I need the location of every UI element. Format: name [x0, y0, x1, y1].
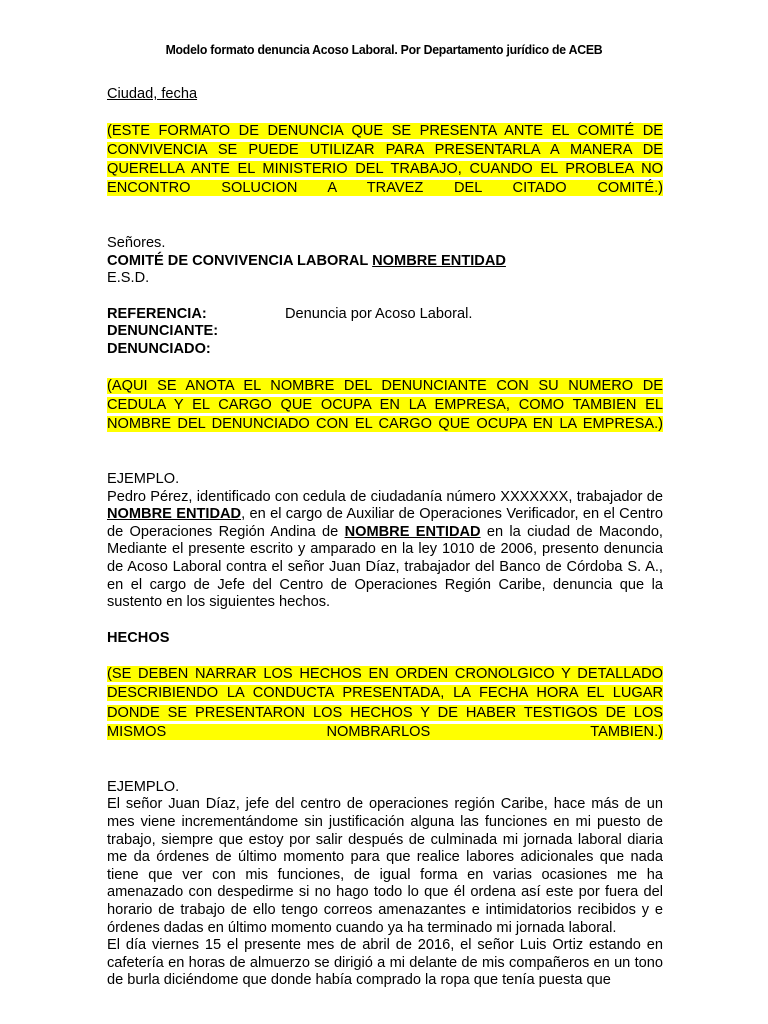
reference-row: [107, 306, 663, 324]
notice-parties-block: [107, 377, 663, 453]
notice-intro-block: [107, 122, 663, 217]
esd-line: E.S.D.: [107, 270, 150, 287]
spacer: [107, 359, 663, 377]
example-parties-part2: , en el cargo de Auxiliar de Operaciones Verificador, en el Centro de Operaciones Región Andina de: [107, 506, 663, 540]
spacer: [107, 217, 663, 235]
spacer: [107, 647, 663, 665]
committee-line: [107, 253, 663, 271]
reference-block: [107, 306, 663, 359]
accused-label: DENUNCIADO:: [107, 341, 211, 358]
example-parties-paragraph: [107, 489, 663, 612]
complainant-row: [107, 323, 663, 341]
reference-label: REFERENCIA:: [107, 305, 207, 322]
notice-facts-block: [107, 665, 663, 760]
accused-row: [107, 341, 663, 359]
complainant-label: DENUNCIANTE:: [107, 323, 219, 340]
notice-facts-text: (SE DEBEN NARRAR LOS HECHOS EN ORDEN CRONOLGICO Y DETALLADO DESCRIBIENDO LA CONDUCTA PRESENTADA, LA FECHA HORA EL LUGAR DONDE SE PRESENTARON LOS HECHOS Y DE HABER TESTIGOS DE LOS MISMOS NOMBRARLOS TAMBIEN.): [107, 666, 663, 740]
facts-paragraph-2: El día viernes 15 el presente mes de abril de 2016, el señor Luis Ortiz estando en cafetería en horas de almuerzo se dirigió a mi delante de mis compañeros en un tono de burla diciéndome que donde había comprado la ropa que tenía puesta que: [107, 937, 663, 989]
spacer: [107, 288, 663, 306]
entity-placeholder-1: NOMBRE ENTIDAD: [107, 506, 242, 523]
example-parties-part3: en la ciudad de Macondo, Mediante el presente escrito y amparado en la ley 1010 de 2006, presento denuncia de Acoso Laboral contra el señor Juan Díaz, trabajador del Banco de Córdoba S. A., en el cargo de Jefe del Centro de Operaciones Región Caribe, denuncia que la sustento en los siguientes hechos.: [107, 523, 663, 611]
date-line: [107, 86, 663, 104]
reference-value: Denuncia por Acoso Laboral.: [285, 305, 473, 322]
complainant-value: [285, 323, 663, 341]
committee-label: COMITÉ DE CONVIVENCIA LABORAL: [107, 252, 373, 269]
example-facts-label: EJEMPLO.: [107, 778, 180, 795]
spacer: [107, 453, 663, 471]
spacer: [107, 761, 663, 779]
spacer: [107, 104, 663, 122]
date-line-text: Ciudad, fecha: [107, 86, 198, 102]
spacer: [107, 612, 663, 630]
example-parties-label: EJEMPLO.: [107, 471, 180, 487]
facts-paragraph-1: El señor Juan Díaz, jefe del centro de operaciones región Caribe, hace más de un mes viene incrementándome sin justificación alguna las funciones en mi puesto de trabajo, siempre que estoy por salir después de culminada mi jornada laboral diaria me da órdenes de último momento para que realice labores adicionales que nada tiene que ver con mis funciones, de igual forma en varias ocasiones me ha amenazado con despedirme si no hago todo lo que él ordena así este por fuera del horario de trabajo de ello tengo correos amenazantes e intimidatorios recibidos y e órdenes dadas en último momento cuando ya ha terminado mi jornada laboral.: [107, 796, 663, 936]
accused-value: [285, 341, 663, 359]
entity-placeholder: NOMBRE ENTIDAD: [372, 252, 506, 269]
document-body: [107, 86, 663, 990]
document-header-title: Modelo formato denuncia Acoso Laboral. Por Departamento jurídico de ACEB: [165, 42, 603, 57]
entity-placeholder-2: NOMBRE ENTIDAD: [344, 523, 481, 540]
example-parties-part1: Pedro Pérez, identificado con cedula de ciudadanía número XXXXXXX, trabajador de: [107, 488, 663, 505]
facts-heading: HECHOS: [107, 629, 170, 646]
notice-intro-text: (ESTE FORMATO DE DENUNCIA QUE SE PRESENTA ANTE EL COMITÉ DE CONVIVENCIA SE PUEDE UTILIZAR PARA PRESENTARLA A MANERA DE QUERELLA ANTE EL MINISTERIO DEL TRABAJO, CUANDO EL PROBLEA NO ENCONTRO SOLUCION A TRAVEZ DEL CITADO COMITÉ.): [107, 122, 663, 196]
notice-parties-text: (AQUI SE ANOTA EL NOMBRE DEL DENUNCIANTE CON SU NUMERO DE CEDULA Y EL CARGO QUE OCUPA EN LA EMPRESA, COMO TAMBIEN EL NOMBRE DEL DENUNCIADO CON EL CARGO QUE OCUPA EN LA EMPRESA.): [107, 377, 663, 432]
salutation: Señores.: [107, 235, 166, 252]
